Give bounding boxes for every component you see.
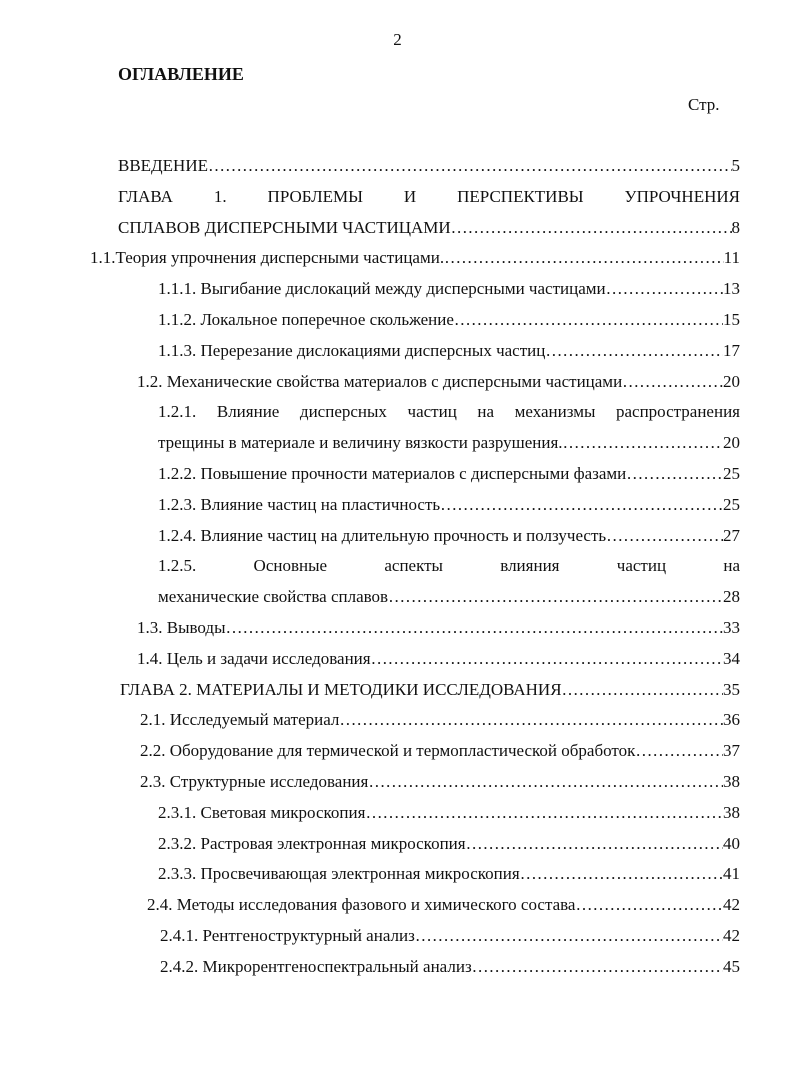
toc-entry-page: 8 [731,217,740,237]
toc-entry-title: СПЛАВОВ ДИСПЕРСНЫМИ ЧАСТИЦАМИ [118,217,451,237]
toc-entry [0,274,740,305]
toc-entry-page: 25 [723,494,740,514]
dot-leader [562,675,723,706]
toc-entry-page: 42 [723,925,740,945]
toc-entry-page: 20 [723,371,740,391]
dot-leader [368,767,723,798]
toc-entry-page: 38 [723,771,740,791]
dot-leader [365,798,723,829]
toc-entry [0,952,740,983]
dot-leader [371,644,723,675]
toc-entry-page: 33 [723,617,740,637]
toc-entry [0,890,740,921]
dot-leader [635,736,723,767]
toc-entry-title: 2.4. Методы исследования фазового и химического состава [147,895,576,915]
toc-entry [0,459,740,490]
dot-leader [472,952,723,983]
toc-entry [0,644,740,675]
dot-leader [606,521,723,552]
toc-entry-title: 1.2.2. Повышение прочности материалов с дисперсными фазами [158,463,627,483]
toc-entry [0,736,740,767]
toc-entry [0,829,740,860]
toc-entry-page: 17 [723,340,740,360]
toc-entry-title: 1.2.1. Влияние дисперсных частиц на механизмы распространения [158,402,740,422]
toc-entry [0,151,740,182]
toc-entry-title: 1.3. Выводы [137,617,226,637]
toc-entry-page: 28 [723,587,740,607]
toc-entry [0,675,740,706]
toc-entry-title: механические свойства сплавов [158,587,389,607]
table-of-contents [0,151,795,983]
dot-leader [575,890,723,921]
dot-leader [440,490,723,521]
toc-entry [0,551,740,582]
toc-entry [0,582,740,613]
toc-entry-page: 45 [723,956,740,976]
toc-entry-title: ГЛАВА 1. ПРОБЛЕМЫ И ПЕРСПЕКТИВЫ УПРОЧНЕНИЯ [118,186,740,206]
toc-entry-title: 2.2. Оборудование для термической и термопластической обработок [140,741,636,761]
toc-entry-title: 2.1. Исследуемый материал [140,710,340,730]
toc-entry [0,490,740,521]
toc-entry-title: 2.4.2. Микрорентгеноспектральный анализ [160,956,472,976]
dot-leader [626,459,723,490]
dot-leader [563,428,723,459]
dot-leader [454,305,723,336]
dot-leader [226,613,723,644]
toc-entry-title: 1.1.2. Локальное поперечное скольжение [158,309,454,329]
toc-entry-title: 2.3.1. Световая микроскопия [158,802,366,822]
toc-entry-title: 2.3.2. Растровая электронная микроскопия [158,833,466,853]
toc-entry-title: 1.2.3. Влияние частиц на пластичность [158,494,441,514]
dot-leader [339,705,723,736]
dot-leader [415,921,723,952]
toc-entry-title: трещины в материале и величину вязкости разрушения. [158,433,563,453]
dot-leader [451,213,732,244]
toc-entry-page: 42 [723,895,740,915]
dot-leader [545,336,723,367]
toc-entry [0,798,740,829]
toc-entry-title: 2.4.1. Рентгеноструктурный анализ [160,925,415,945]
toc-entry-page: 35 [723,679,740,699]
toc-entry [0,705,740,736]
toc-entry-page: 38 [723,802,740,822]
dot-leader [622,367,723,398]
toc-entry-title: ВВЕДЕНИЕ [118,156,208,175]
toc-entry-page: 37 [723,741,740,761]
toc-entry-page: 41 [723,864,740,884]
toc-entry [0,397,740,428]
dot-leader [444,243,724,274]
page-number: 2 [393,30,402,49]
toc-entry [0,367,740,398]
toc-entry-title: ГЛАВА 2. МАТЕРИАЛЫ И МЕТОДИКИ ИССЛЕДОВАНИЯ [120,679,562,699]
toc-entry-page: 36 [723,710,740,730]
toc-entry-page: 40 [723,833,740,853]
toc-entry-title: 1.1.Теория упрочнения дисперсными частицами. [90,248,445,268]
dot-leader [388,582,723,613]
toc-entry-title: 1.4. Цель и задачи исследования [137,648,371,668]
toc-entry [0,428,740,459]
toc-entry [0,213,740,244]
toc-entry [0,767,740,798]
toc-entry [0,921,740,952]
toc-entry-page: 15 [723,309,740,329]
dot-leader [606,274,723,305]
toc-entry-page: 27 [723,525,740,545]
toc-title: ОГЛАВЛЕНИЕ [118,64,244,84]
toc-entry-title: 1.2. Механические свойства материалов с дисперсными частицами [137,371,623,391]
dot-leader [466,829,723,860]
page-column-label: Стр. [688,95,720,114]
toc-entry-page: 11 [723,248,740,268]
toc-entry-title: 2.3. Структурные исследования [140,771,369,791]
toc-entry-title: 1.2.5. Основные аспекты влияния частиц на [158,556,740,576]
toc-entry [0,613,740,644]
toc-entry-title: 2.3.3. Просвечивающая электронная микроскопия [158,864,520,884]
toc-entry [0,859,740,890]
toc-entry-page: 13 [723,279,740,299]
toc-entry [0,521,740,552]
toc-entry [0,305,740,336]
dot-leader [520,859,723,890]
toc-entry-title: 1.1.1. Выгибание дислокаций между дисперсными частицами [158,279,606,299]
toc-entry-page: 5 [731,156,740,175]
toc-entry [0,182,740,213]
toc-entry [0,336,740,367]
toc-entry-page: 25 [723,463,740,483]
toc-entry-title: 1.1.3. Перерезание дислокациями дисперсных частиц [158,340,546,360]
toc-entry-title: 1.2.4. Влияние частиц на длительную прочность и ползучесть [158,525,607,545]
toc-entry-page: 20 [723,433,740,453]
dot-leader [208,151,732,182]
toc-entry-page: 34 [723,648,740,668]
toc-entry [0,243,740,274]
